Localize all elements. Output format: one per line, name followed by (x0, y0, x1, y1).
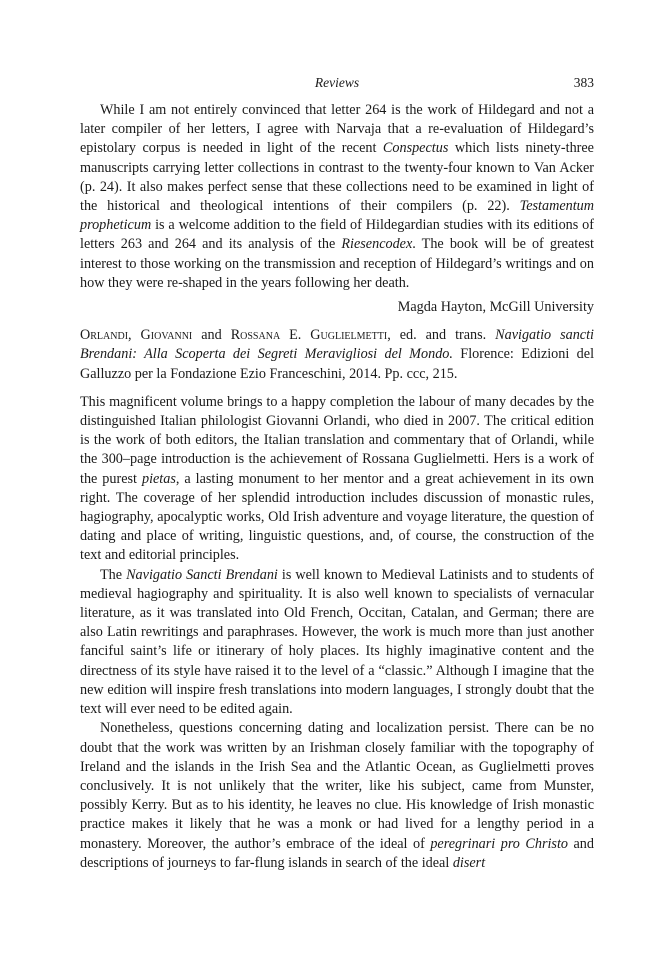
text-run: and (192, 327, 231, 344)
italic-run: Testamentum propheticum (80, 198, 594, 234)
citation-publisher: Florence: Edizioni del Galluzzo per la Fondazione Ezio Franceschini, 2014. Pp. ccc, 215. (80, 346, 595, 382)
running-title: Reviews (314, 75, 360, 90)
running-head (80, 74, 594, 92)
book-citation (80, 326, 594, 384)
text-run: While I am not entirely convinced that letter 264 is the work of Hildegard and not a later compiler of her letters, I agree with Narvaja that a re-evaluation of Hildegard’s epistolary corpus is needed in light of the recent (80, 102, 594, 157)
text-run: . The book will be of greatest interest to those working on the transmission and reception of Hildegard’s writings and on how they were re-shaped in the years following her death. (80, 236, 594, 291)
citation-author-1: Orlandi, Giovanni (80, 327, 193, 344)
citation-author-2: Rossana E. Guglielmetti (230, 327, 388, 344)
review2-paragraph-2 (80, 566, 594, 720)
review2-paragraph-1 (80, 393, 594, 566)
italic-run: peregrinari pro Christo (430, 835, 568, 852)
body-text (80, 101, 594, 873)
italic-run: pietas (141, 470, 176, 487)
review1-paragraph-1 (80, 101, 594, 293)
text-run: Nonetheless, questions concerning dating and localization persist. There can be no doubt that the work was written by an Irishman closely familiar with the topography of Ireland and the islands in the Irish Sea and the Atlantic Ocean, as Guglielmetti proves conclusively. It is not unlikely that the writer, like his subject, came from Munster, possibly Kerry. But as to his identity, he leaves no clue. His knowledge of Irish monastic practice makes it likely that he was a monk or had lived for a lengthy period in a monastery. Moreover, the author’s embrace of the ideal of (80, 720, 594, 852)
review2-paragraph-3 (80, 719, 594, 873)
text-run: is a welcome addition to the field of Hildegardian studies with its editions of letters 263 and 264 and its analysis of the (80, 217, 594, 253)
text-run: is well known to Medieval Latinists and to students of medieval hagiography and spirituality. It is also well known to specialists of vernacular literature, as it was translated into Old French, Occitan, Catalan, and German; there are also Latin rewritings and paraphrases. However, the work is much more than just another fanciful saint’s life or itinerary of holy places. Its highly imaginative content and the directness of its style have raised it to the level of a “classic.” Although I imagine that the new edition will inspire fresh translations into modern languages, I strongly doubt that the text will ever need to be edited again. (80, 566, 594, 718)
text-run: This magnificent volume brings to a happy completion the labour of many decades by the distinguished Italian philologist Giovanni Orlandi, who died in 2007. The critical edition is the work of both editors, the Italian translation and commentary that of Orlandi, while the 300–page introduction is the achievement of Rossana Guglielmetti. Hers is a work of the purest (80, 393, 594, 487)
text-run: , ed. and trans. (387, 327, 496, 344)
text-run: which lists ninety-three manuscripts carrying letter collections in contrast to the twenty-four known to Van Acker (p. 24). It also makes perfect sense that these collections need to be examined in light of the historical and theological intentions of their compilers (p. 22). (80, 140, 594, 215)
italic-run: Conspectus (382, 140, 449, 157)
text-run: , a lasting monument to her mentor and a great achievement in its own right. The coverage of her splendid introduction includes discussion of monastic rules, hagiography, apocalyptic works, Old Irish adventure and voyage literature, the question of dating and place of writing, linguistic questions, and, of course, the construction of the text and editorial principles. (80, 470, 594, 564)
page-number: 383 (573, 75, 594, 90)
text-run: and descriptions of journeys to far-flung islands in search of the ideal (80, 835, 594, 871)
italic-run: Riesencodex (341, 236, 413, 253)
reviewer-signature: Magda Hayton, McGill University (397, 299, 594, 316)
italic-run: disert (452, 854, 486, 871)
text-run: The (100, 566, 127, 583)
italic-run: Navigatio Sancti Brendani (126, 566, 278, 583)
citation-title: Navigatio sancti Brendani: Alla Scoperta dei Segreti Meravigliosi del Mondo. (80, 327, 594, 363)
